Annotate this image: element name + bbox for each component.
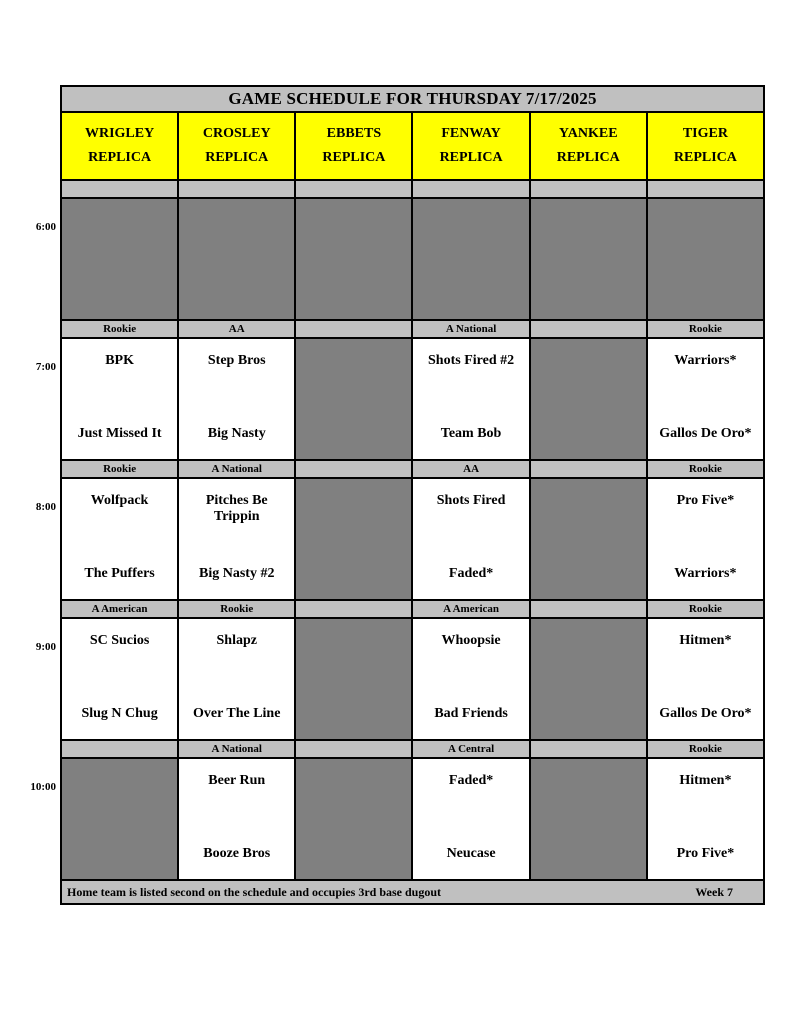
away-team: Warriors* [674, 353, 737, 368]
away-team: Hitmen* [679, 773, 732, 788]
time-label: 9:00 [35, 641, 56, 653]
league-label-empty [531, 321, 646, 337]
away-team: Beer Run [208, 773, 266, 788]
league-label-empty [179, 181, 294, 197]
league-label: A National [179, 461, 294, 477]
home-team: Team Bob [440, 425, 502, 441]
league-label-empty [531, 601, 646, 617]
league-label-empty [296, 601, 411, 617]
league-label-empty [648, 181, 763, 197]
empty-slot [413, 199, 528, 319]
away-team: Step Bros [207, 353, 266, 368]
empty-slot [296, 199, 411, 319]
game-cell [179, 479, 294, 599]
home-team: The Puffers [84, 565, 155, 581]
field-header-tiger [648, 113, 763, 179]
league-label: A American [62, 601, 177, 617]
league-label: Rookie [648, 461, 763, 477]
empty-slot [296, 339, 411, 459]
field-subtitle: REPLICA [88, 149, 152, 165]
time-label: 6:00 [35, 221, 56, 233]
home-team: Gallos De Oro* [659, 705, 752, 721]
league-label: Rookie [648, 741, 763, 757]
field-header-row [62, 113, 763, 179]
league-label: A National [179, 741, 294, 757]
game-cell [179, 759, 294, 879]
league-label-empty [296, 741, 411, 757]
field-name: TIGER [682, 126, 728, 142]
empty-slot [62, 759, 177, 879]
time-label: 10:00 [30, 781, 56, 793]
league-bar-row [62, 321, 763, 337]
home-team: Booze Bros [203, 845, 271, 861]
home-team: Warriors* [674, 565, 737, 581]
time-label: 8:00 [35, 501, 56, 513]
away-team: Hitmen* [679, 633, 732, 648]
league-label: Rookie [648, 321, 763, 337]
empty-slot [531, 199, 646, 319]
league-label-empty [62, 181, 177, 197]
home-team: Faded* [448, 565, 494, 581]
league-bar-row [62, 741, 763, 757]
away-team: Wolfpack [90, 493, 149, 508]
game-cell [413, 479, 528, 599]
game-cell [413, 339, 528, 459]
home-team: Pro Five* [676, 845, 735, 861]
league-label: AA [179, 321, 294, 337]
field-subtitle: REPLICA [439, 149, 503, 165]
footer-note: Home team is listed second on the schedule and occupies 3rd base dugout [67, 884, 442, 899]
footer-bar [62, 881, 763, 903]
empty-slot [531, 759, 646, 879]
home-team: Big Nasty #2 [199, 565, 275, 581]
empty-slot [179, 199, 294, 319]
away-team: Shots Fired #2 [428, 353, 515, 368]
empty-slot [648, 199, 763, 319]
game-cell [179, 619, 294, 739]
away-team: Shots Fired [436, 493, 506, 508]
empty-slot [531, 619, 646, 739]
empty-slot [62, 199, 177, 319]
away-team: Whoopsie [441, 633, 501, 648]
game-cell [179, 339, 294, 459]
game-row [62, 479, 763, 599]
game-row [62, 619, 763, 739]
game-cell [413, 759, 528, 879]
league-label-empty [413, 181, 528, 197]
home-team: Over The Line [193, 705, 281, 721]
league-label: A American [413, 601, 528, 617]
field-subtitle: REPLICA [205, 149, 269, 165]
away-team: Shlapz [216, 633, 257, 648]
league-bar-row [62, 461, 763, 477]
home-team: Big Nasty [207, 425, 266, 441]
empty-slot [296, 479, 411, 599]
league-label: A Central [413, 741, 528, 757]
league-label-empty [296, 321, 411, 337]
league-label: Rookie [62, 321, 177, 337]
league-bar-row [62, 181, 763, 197]
away-team: Faded* [448, 773, 494, 788]
schedule-table [60, 85, 765, 905]
empty-slot [296, 759, 411, 879]
field-name: FENWAY [441, 126, 501, 142]
field-header-wrigley [62, 113, 177, 179]
game-cell [648, 619, 763, 739]
field-name: CROSLEY [202, 126, 271, 142]
empty-slot [531, 479, 646, 599]
field-subtitle: REPLICA [322, 149, 386, 165]
league-label: Rookie [179, 601, 294, 617]
league-label-empty [531, 181, 646, 197]
game-cell [62, 479, 177, 599]
field-header-yankee [531, 113, 646, 179]
league-label: AA [413, 461, 528, 477]
away-team: SC Sucios [89, 633, 150, 648]
field-header-ebbets [296, 113, 411, 179]
league-label-empty [296, 181, 411, 197]
game-cell [62, 339, 177, 459]
league-label-empty [62, 741, 177, 757]
game-cell [648, 759, 763, 879]
away-team: Pro Five* [676, 493, 735, 508]
week-label: Week 7 [695, 884, 733, 899]
league-label-empty [296, 461, 411, 477]
league-label: Rookie [648, 601, 763, 617]
empty-slot [531, 339, 646, 459]
field-subtitle: REPLICA [673, 149, 737, 165]
empty-slot [296, 619, 411, 739]
league-label-empty [531, 461, 646, 477]
game-cell [62, 619, 177, 739]
away-team: BPK [105, 353, 134, 368]
home-team: Gallos De Oro* [659, 425, 752, 441]
away-team: Pitches Be Trippin [205, 493, 268, 525]
game-row [62, 759, 763, 879]
field-header-crosley [179, 113, 294, 179]
league-label: Rookie [62, 461, 177, 477]
game-cell [648, 479, 763, 599]
game-row [62, 339, 763, 459]
league-label: A National [413, 321, 528, 337]
field-name: WRIGLEY [84, 126, 155, 142]
league-bar-row [62, 601, 763, 617]
game-row [62, 199, 763, 319]
field-name: YANKEE [558, 126, 618, 142]
schedule-title: GAME SCHEDULE FOR THURSDAY 7/17/2025 [62, 87, 763, 111]
field-header-fenway [413, 113, 528, 179]
field-name: EBBETS [326, 126, 382, 142]
home-team: Neucase [446, 845, 496, 861]
game-cell [648, 339, 763, 459]
home-team: Slug N Chug [81, 705, 158, 721]
home-team: Just Missed It [77, 425, 162, 441]
field-subtitle: REPLICA [556, 149, 620, 165]
home-team: Bad Friends [434, 705, 508, 721]
league-label-empty [531, 741, 646, 757]
time-label: 7:00 [35, 361, 56, 373]
game-cell [413, 619, 528, 739]
